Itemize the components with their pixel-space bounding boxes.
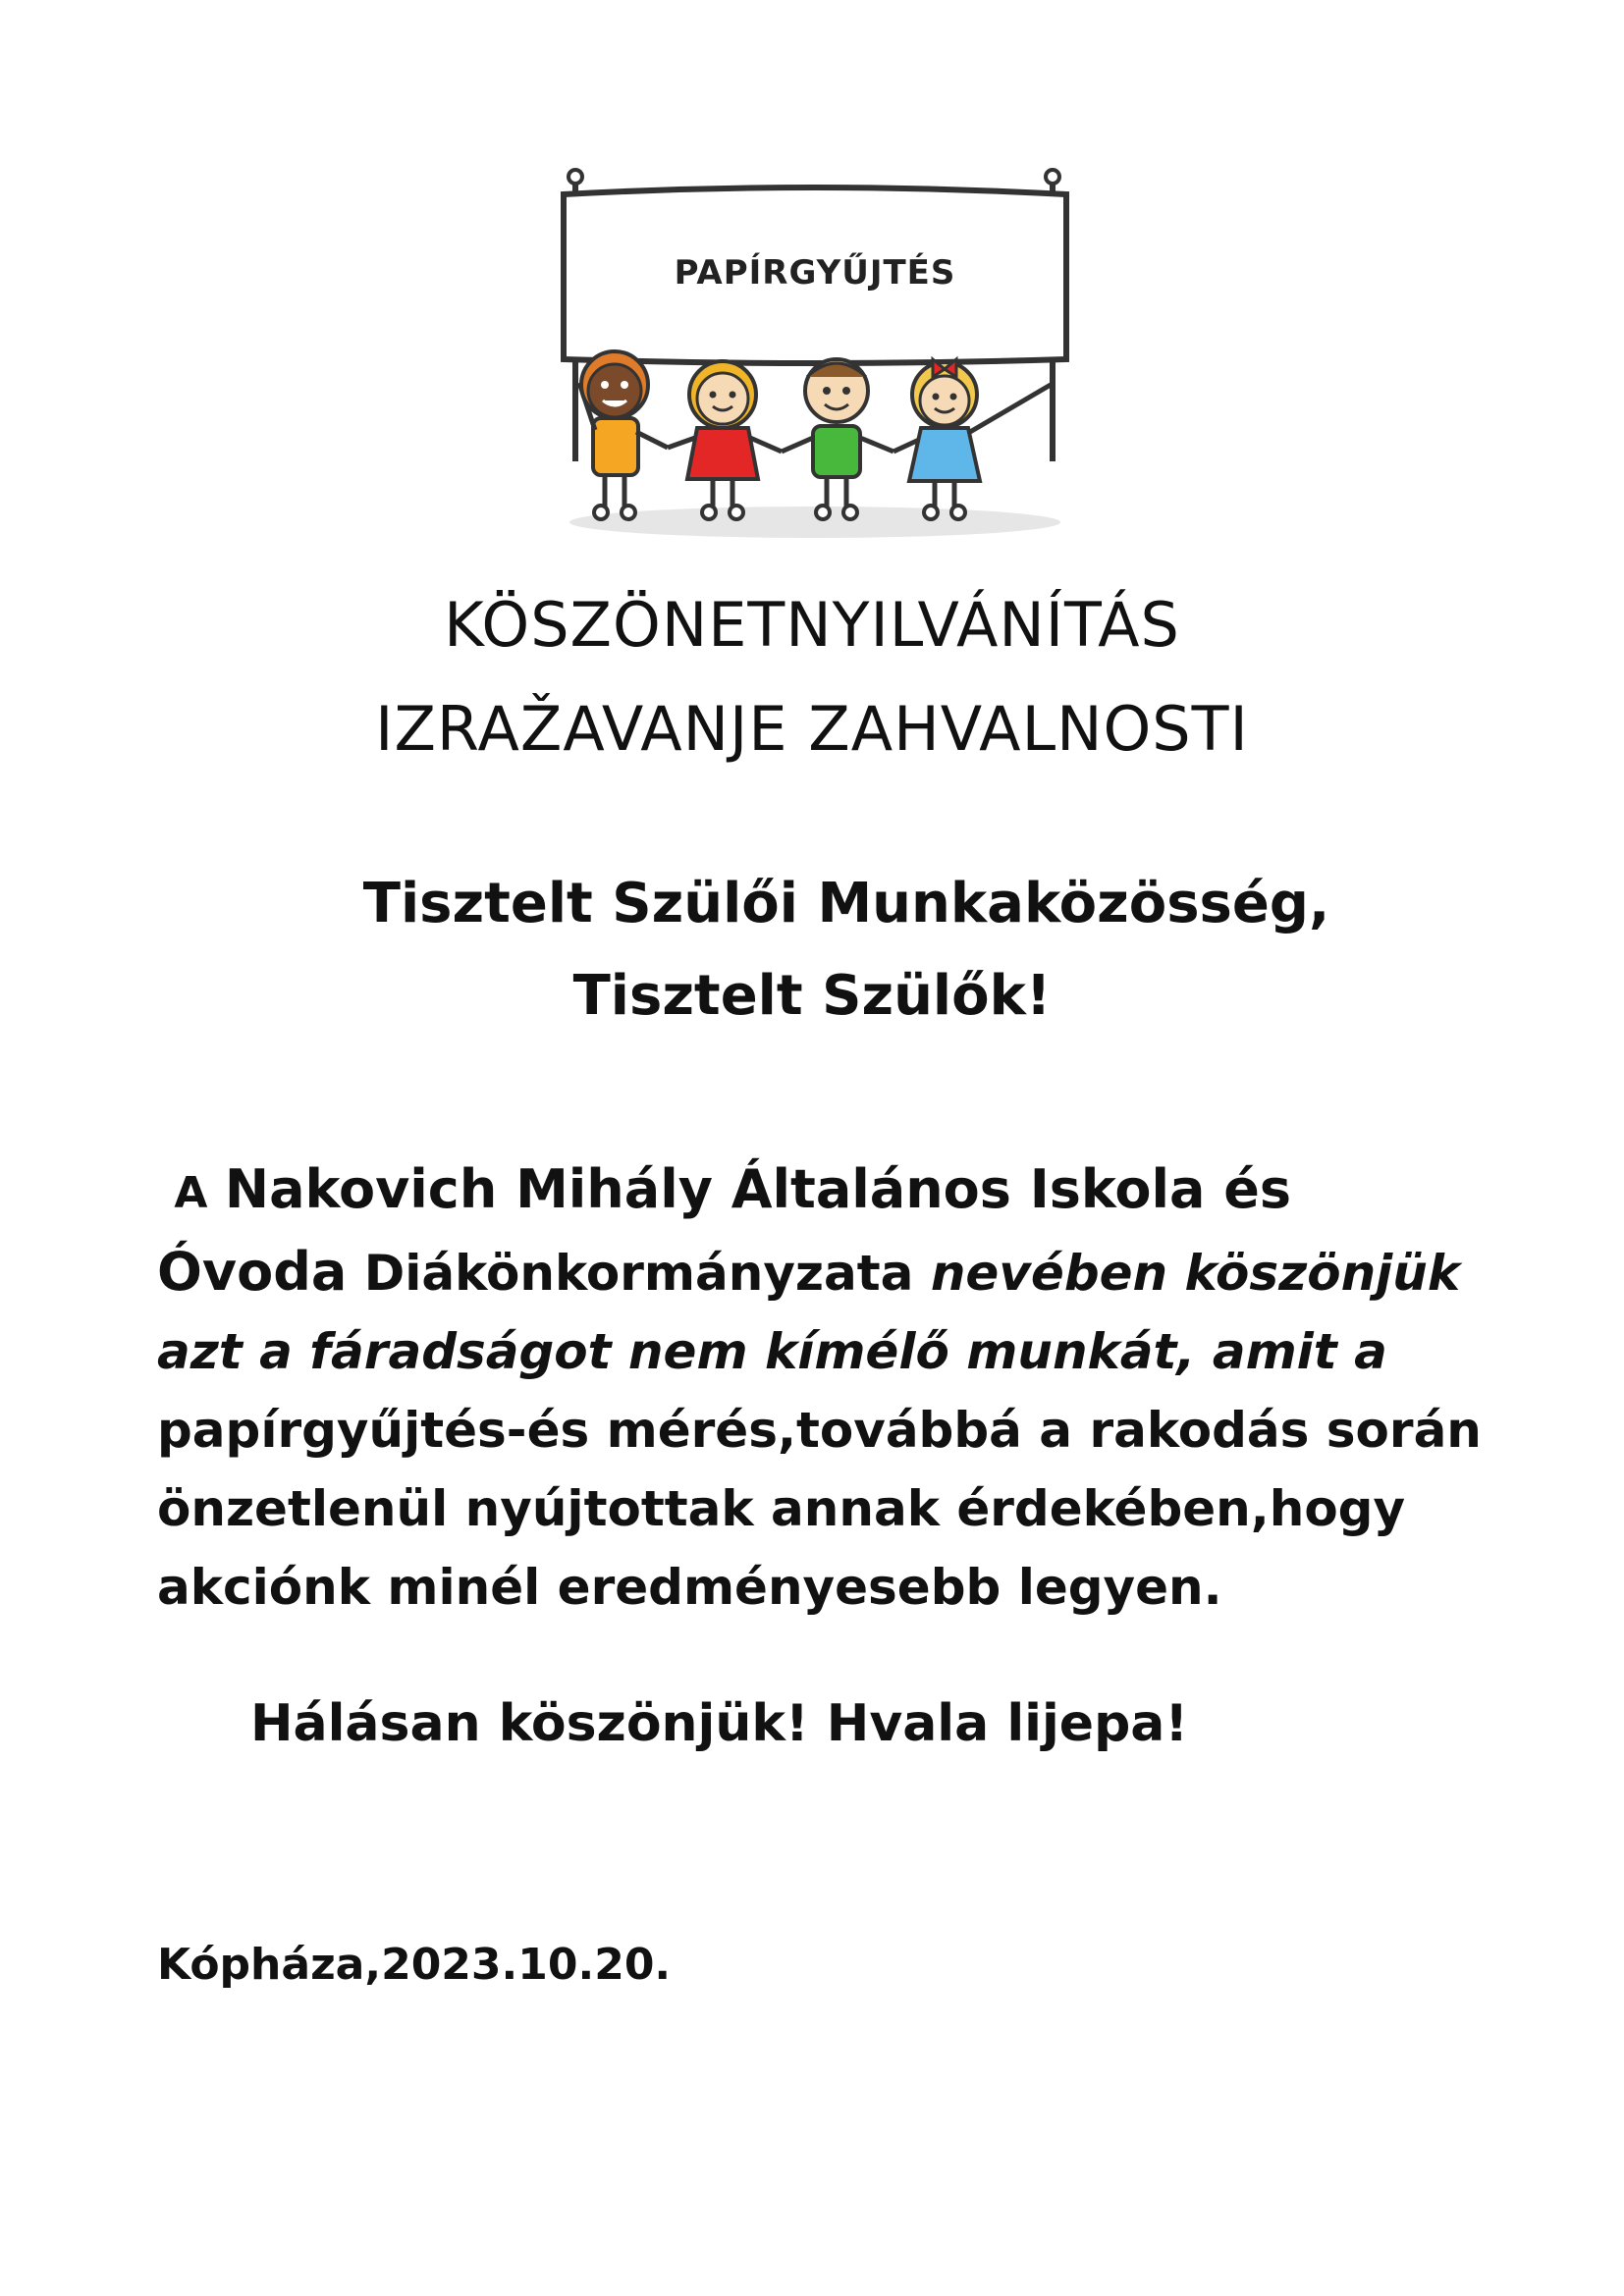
title-croatian: IZRAŽAVANJE ZAHVALNOSTI [375,693,1249,765]
paper-collection-illustration [550,167,1080,540]
kid-1-figure [579,351,668,519]
body-paragraph [157,1150,1492,1627]
body-segment-thanks-italic: nevében köszönjük azt a fáradságot nem kímélő munkát, amit a [157,1245,1461,1380]
closing-thanks: Hálásan köszönjük! Hvala lijepa! [250,1694,1189,1753]
body-segment-student-council: Diákönkormányzata [363,1245,914,1302]
kid-3-figure [782,359,893,519]
body-segment-kindergarten: Óvoda [157,1241,348,1303]
body-segment-rest: papírgyűjtés-és mérés,továbbá a rakodás során önzetlenül nyújtottak annak érdekében,hogy akciónk minél eredményesebb legyen. [157,1402,1482,1616]
banner-label: PAPÍRGYŰJTÉS [674,253,956,293]
body-lead-letter: A [174,1168,208,1218]
place-and-date: Kópháza,2023.10.20. [157,1940,672,1990]
title-hungarian: KÖSZÖNETNYILVÁNÍTÁS [444,589,1180,661]
kids-banner-drawing [550,167,1080,540]
kid-2-figure [668,361,782,519]
kid-4-figure [893,359,1051,519]
greeting-line-2: Tisztelt Szülők! [572,964,1052,1028]
body-segment-school: Nakovich Mihály Általános Iskola és [224,1158,1291,1220]
greeting-line-1: Tisztelt Szülői Munkaközösség, [362,872,1330,935]
